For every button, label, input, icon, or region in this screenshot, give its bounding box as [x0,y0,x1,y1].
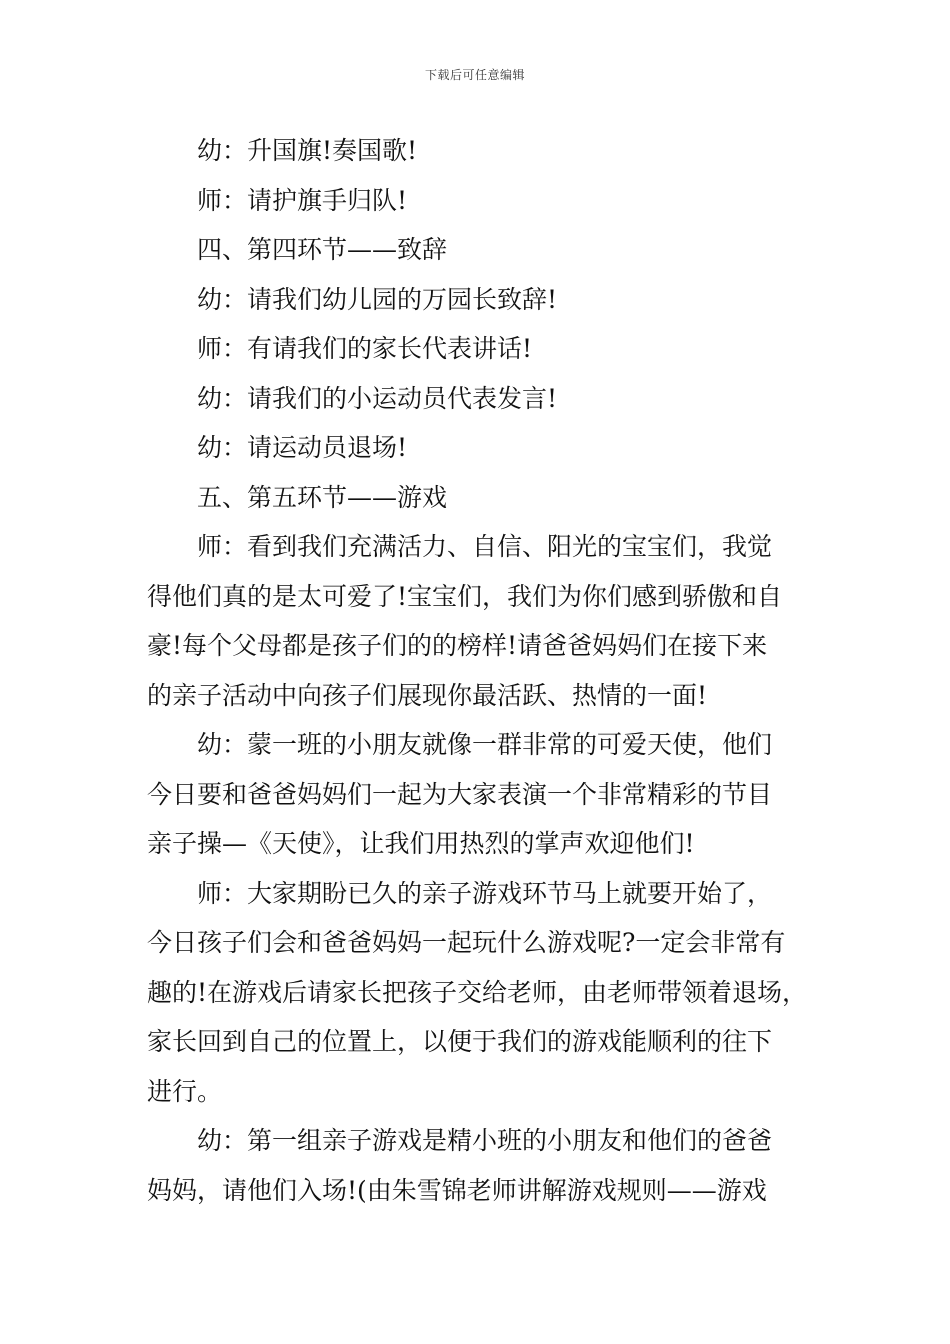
script-line: 师：请护旗手归队! [197,185,408,215]
paragraph-line: 亲子操—《天使》，让我们用热烈的掌声欢迎他们! [147,829,695,858]
paragraph-line: 师：看到我们充满活力、自信、阳光的宝宝们，我觉 [197,532,773,561]
paragraph-line: 妈妈，请他们入场!(由朱雪锦老师讲解游戏规则——游戏 [147,1175,767,1205]
script-line: 幼：请我们的小运动员代表发言! [197,383,558,413]
section-heading: 四、第四环节——致辞 [197,235,448,264]
paragraph-line: 幼：蒙一班的小朋友就像一群非常的可爱天使，他们 [197,730,773,759]
paragraph-line: 趣的!在游戏后请家长把孩子交给老师，由老师带领着退场， [147,977,808,1007]
script-line: 幼：请我们幼儿园的万园长致辞! [197,284,558,314]
script-line: 师：有请我们的家长代表讲话! [197,334,533,363]
script-line: 幼：升国旗!奏国歌! [197,136,418,165]
paragraph-line: 今日孩子们会和爸爸妈妈一起玩什么游戏呢?一定会非常有 [147,928,786,957]
paragraph [147,720,807,869]
paragraph-line: 进行。 [147,1076,223,1106]
paragraph-line: 豪!每个父母都是孩子们的的榜样!请爸爸妈妈们在接下来 [147,631,768,660]
page-header: 下载后可任意编辑 [424,68,525,82]
paragraph-line: 幼：第一组亲子游戏是精小班的小朋友和他们的爸爸 [197,1126,773,1155]
paragraph-line: 家长回到自己的位置上，以便于我们的游戏能顺利的往下 [147,1027,773,1056]
paragraph [147,869,807,1117]
paragraph-line: 今日要和爸爸妈妈们一起为大家表演一个非常精彩的节目 [147,779,773,809]
paragraph-line: 的亲子活动中向孩子们展现你最活跃、热情的一面! [147,680,708,710]
paragraph-line: 得他们真的是太可爱了!宝宝们，我们为你们感到骄傲和自 [147,581,783,611]
paragraph [147,522,807,720]
script-line: 幼：请运动员退场! [197,433,408,462]
document-body [147,126,807,1215]
section-heading: 五、第五环节——游戏 [197,482,448,512]
paragraph [147,1116,807,1215]
paragraph-line: 师：大家期盼已久的亲子游戏环节马上就要开始了， [197,878,773,908]
